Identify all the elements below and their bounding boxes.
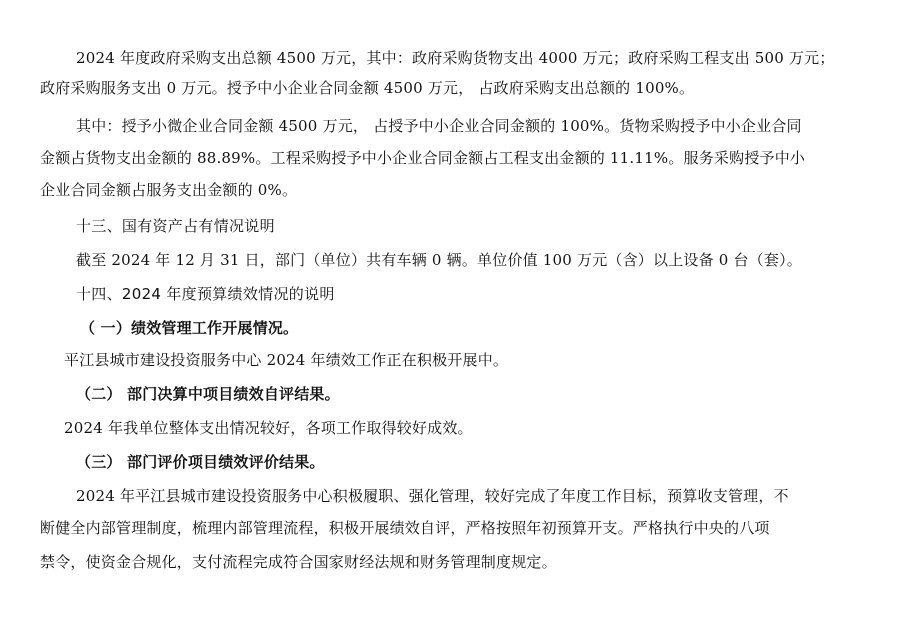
para1-line1: 2024 年度政府采购支出总额 4500 万元，其中：政府采购货物支出 4000 万元；政府采购工程支出 500 万元； xyxy=(76,49,835,67)
para2-line3: 企业合同金额占服务支出金额的 0%。 xyxy=(40,181,298,199)
section13-text: 截至 2024 年 12 月 31 日，部门（单位）共有车辆 0 辆。单位价值 100 万元（含）以上设备 0 台（套）。 xyxy=(76,251,802,269)
para1-line2: 政府采购服务支出 0 万元。授予中小企业合同金额 4500 万元， 占政府采购支出总额的 100%。 xyxy=(40,79,695,97)
sub3-heading: （三） 部门评价项目绩效评价结果。 xyxy=(76,453,325,471)
para2-line1: 其中：授予小微企业合同金额 4500 万元， 占授予中小企业合同金额的 100%。货物采购授予中小企业合同 xyxy=(76,117,802,135)
para2-line2: 金额占货物支出金额的 88.89%。工程采购授予中小企业合同金额占工程支出金额的 11.11%。服务采购授予中小 xyxy=(40,149,806,167)
section13-heading: 十三、国有资产占有情况说明 xyxy=(76,217,275,235)
sub1-heading: （ 一）绩效管理工作开展情况。 xyxy=(80,319,299,337)
sub3-line1: 2024 年平江县城市建设投资服务中心积极履职、强化管理，较好完成了年度工作目标，预算收支管理，不 xyxy=(76,487,789,505)
sub2-heading: （二） 部门决算中项目绩效自评结果。 xyxy=(76,385,340,403)
section14-heading: 十四、2024 年度预算绩效情况的说明 xyxy=(76,285,335,303)
sub3-line2: 断健全内部管理制度，梳理内部管理流程，积极开展绩效自评，严格按照年初预算开支。严格执行中央的八项 xyxy=(40,519,770,537)
sub2-text: 2024 年我单位整体支出情况较好，各项工作取得较好成效。 xyxy=(64,419,473,437)
sub1-text: 平江县城市建设投资服务中心 2024 年绩效工作正在积极开展中。 xyxy=(64,351,509,369)
sub3-line3: 禁令，使资金合规化，支付流程完成符合国家财经法规和财务管理制度规定。 xyxy=(40,553,557,571)
